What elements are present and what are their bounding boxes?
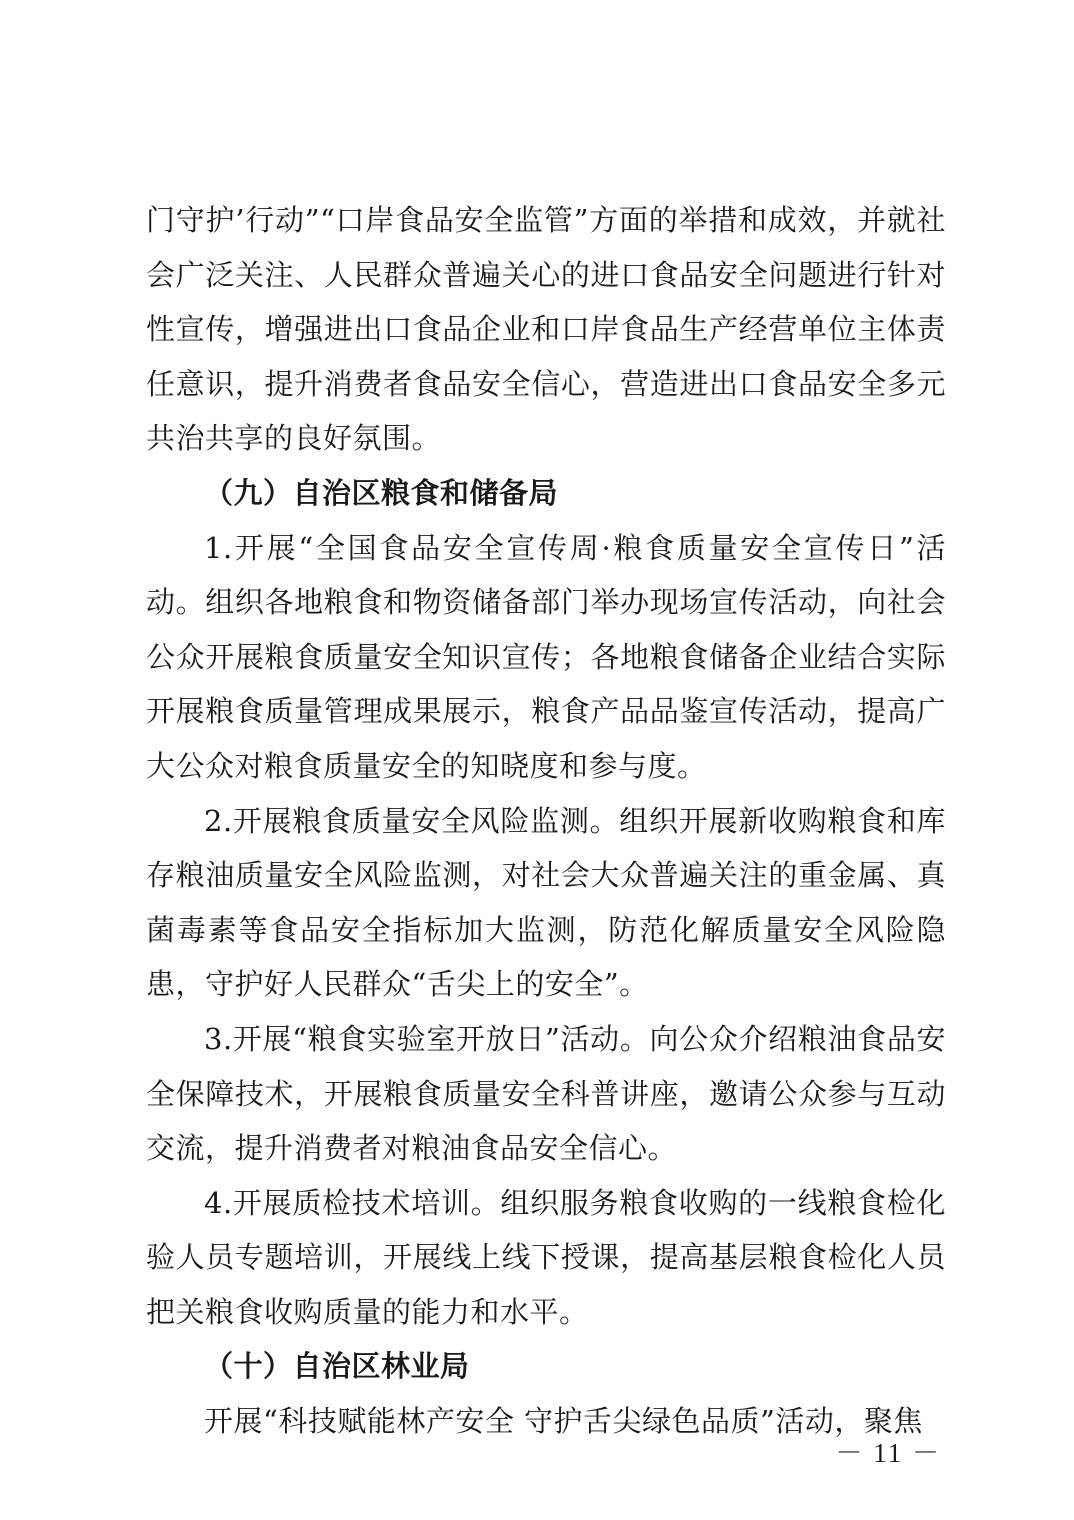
paragraph-item-3: 3.开展“粮食实验室开放日”活动。向公众介绍粮油食品安全保障技术，开展粮食质量安全科普讲座，邀请公众参与互动交流，提升消费者对粮油食品安全信心。 [146, 1021, 946, 1166]
paragraph-continuation: 门守护’行动”“口岸食品安全监管”方面的举措和成效，并就社会广泛关注、人民群众普遍关心的进口食品安全问题进行针对性宣传，增强进出口食品企业和口岸食品生产经营单位主体责任意识，提升消费者食品安全信心，营造进出口食品安全多元共治共享的良好氛围。 [146, 203, 946, 456]
paragraph-item-1: 1.开展“全国食品安全宣传周·粮食质量安全宣传日”活动。组织各地粮食和物资储备部门举办现场宣传活动，向社会公众开展粮食质量安全知识宣传；各地粮食储备企业结合实际开展粮食质量管理成果展示，粮食产品品鉴宣传活动，提高广大公众对粮食质量安全的知晓度和参与度。 [146, 530, 946, 783]
section-heading-grain-reserve-bureau: （九）自治区粮食和储备局 [204, 475, 559, 510]
paragraph-item-4: 4.开展质检技术培训。组织服务粮食收购的一线粮食检化验人员专题培训，开展线上线下授课，提高基层粮食检化人员把关粮食收购质量的能力和水平。 [146, 1185, 946, 1329]
page-number: － 11 － [835, 1438, 941, 1468]
body-text [146, 193, 946, 1449]
section-heading-forestry-bureau: （十）自治区林业局 [204, 1349, 470, 1384]
paragraph-forestry-activity: 开展“科技赋能林产安全 守护舌尖绿色品质”活动，聚焦 [204, 1404, 923, 1439]
paragraph-item-2: 2.开展粮食质量安全风险监测。组织开展新收购粮食和库存粮油质量安全风险监测，对社会大众普遍关注的重金属、真菌毒素等食品安全指标加大监测，防范化解质量安全风险隐患，守护好人民群众“舌尖上的安全”。 [146, 803, 946, 1002]
